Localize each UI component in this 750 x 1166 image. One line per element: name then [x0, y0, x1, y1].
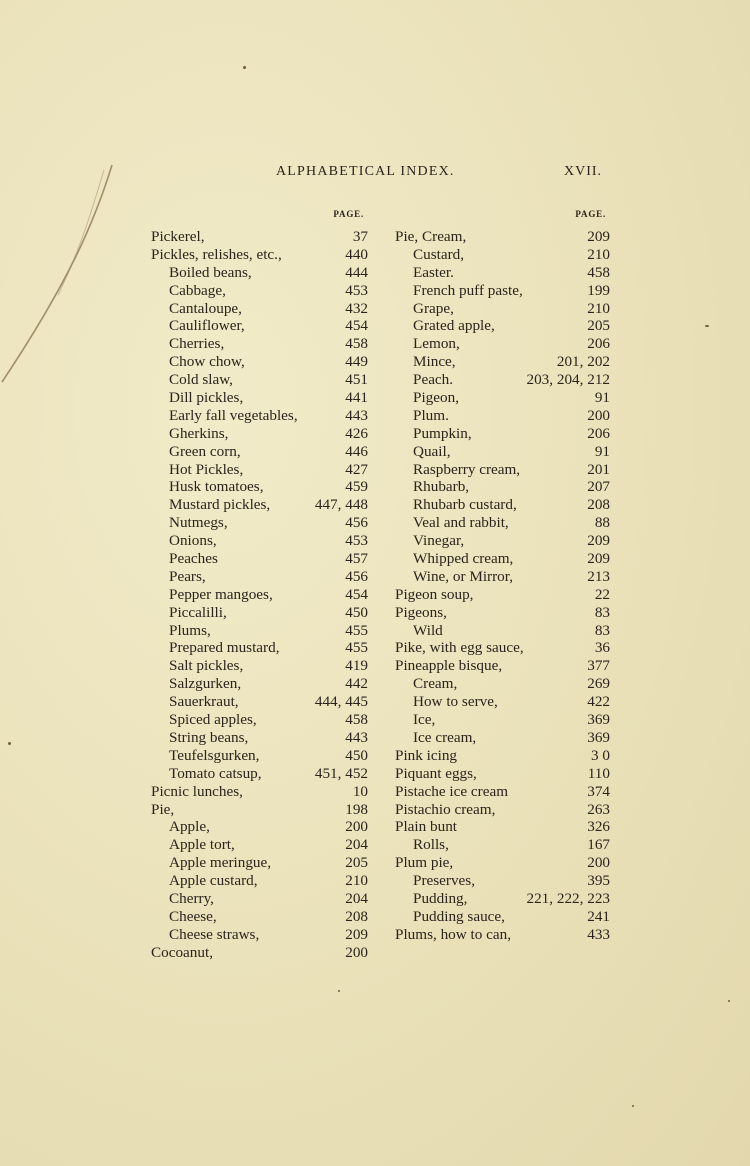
- index-entry: [151, 622, 368, 640]
- index-entry: [395, 872, 610, 890]
- index-entry: [395, 675, 610, 693]
- index-entry: [395, 335, 610, 353]
- page-title: ALPHABETICAL INDEX.: [276, 164, 455, 179]
- index-entry: [151, 729, 368, 747]
- entry-pages: 426: [345, 424, 368, 442]
- entry-label: Early fall vegetables,: [169, 406, 298, 424]
- entry-pages: 207: [587, 478, 610, 496]
- entry-pages: 88: [594, 514, 610, 532]
- entry-pages: 422: [587, 693, 610, 711]
- entry-pages: 441: [345, 389, 368, 407]
- index-entry: [395, 246, 610, 264]
- entry-label: Salt pickles,: [169, 657, 244, 675]
- entry-pages: 440: [345, 245, 368, 263]
- entry-pages: 91: [594, 442, 610, 460]
- entry-label: Easter.: [413, 263, 454, 281]
- index-entry: [395, 747, 610, 765]
- index-entry: [151, 604, 368, 622]
- entry-label: Cantaloupe,: [169, 299, 242, 317]
- entry-pages: 37: [352, 228, 368, 245]
- entry-pages: 444: [345, 263, 368, 281]
- entry-label: Grape,: [413, 299, 454, 317]
- entry-label: Pudding,: [413, 889, 468, 907]
- entry-label: Cheese,: [169, 907, 217, 925]
- entry-label: Tomato catsup,: [169, 764, 262, 782]
- entry-pages: 205: [345, 854, 368, 872]
- entry-pages: 419: [345, 657, 368, 675]
- entry-label: Whipped cream,: [413, 550, 514, 568]
- entry-label: Spiced apples,: [169, 711, 257, 729]
- entry-pages: 206: [587, 335, 610, 353]
- index-entry: [151, 801, 368, 819]
- entry-label: Ice cream,: [413, 728, 477, 746]
- entry-label: Plain bunt: [395, 818, 458, 836]
- entry-label: Pink icing: [395, 746, 458, 764]
- index-entry: [151, 496, 368, 514]
- entry-pages: 204: [345, 889, 368, 907]
- entry-label: Cherries,: [169, 335, 225, 353]
- entry-label: Pudding sauce,: [413, 907, 505, 925]
- entry-pages: 449: [345, 353, 368, 371]
- entry-pages: 36: [594, 639, 610, 657]
- entry-label: Cheese straws,: [169, 925, 260, 943]
- index-entry: [395, 317, 610, 335]
- entry-label: Plums,: [169, 621, 211, 639]
- entry-pages: 205: [587, 317, 610, 335]
- entry-pages: 377: [587, 657, 610, 675]
- entry-label: Pie, Cream,: [395, 228, 467, 245]
- index-entry: [151, 389, 368, 407]
- entry-label: Pigeons,: [395, 603, 447, 621]
- entry-label: Wine, or Mirror,: [413, 567, 514, 585]
- entry-pages: 433: [587, 925, 610, 943]
- entry-pages: 210: [587, 245, 610, 263]
- index-entry: [151, 335, 368, 353]
- entry-pages: 369: [587, 728, 610, 746]
- entry-label: How to serve,: [413, 693, 498, 711]
- index-entry: [395, 622, 610, 640]
- entry-label: Piquant eggs,: [395, 764, 477, 782]
- index-entry: [395, 264, 610, 282]
- entry-label: Pigeon,: [413, 389, 459, 407]
- page-numeral: XVII.: [564, 164, 603, 179]
- index-entry: [151, 300, 368, 318]
- entry-pages: 456: [345, 567, 368, 585]
- entry-pages: 453: [345, 532, 368, 550]
- index-column-right: [395, 209, 610, 944]
- entry-pages: 451: [345, 371, 368, 389]
- entry-label: Custard,: [413, 245, 465, 263]
- entry-label: Veal and rabbit,: [413, 514, 509, 532]
- entry-label: Cauliflower,: [169, 317, 245, 335]
- entry-label: Green corn,: [169, 442, 241, 460]
- entry-label: Teufelsgurken,: [169, 746, 260, 764]
- index-entry: [151, 872, 368, 890]
- entry-label: Sauerkraut,: [169, 693, 239, 711]
- entry-pages: 263: [587, 800, 610, 818]
- entry-pages: 455: [345, 621, 368, 639]
- page-column-label: PAGE.: [575, 209, 606, 219]
- entry-pages: 110: [587, 764, 610, 782]
- index-entry: [395, 657, 610, 675]
- entry-pages: 203, 204, 212: [526, 371, 610, 389]
- index-entry: [395, 693, 610, 711]
- entry-label: Rhubarb custard,: [413, 496, 517, 514]
- index-entry: [151, 514, 368, 532]
- index-entry: [395, 801, 610, 819]
- index-entry: [151, 693, 368, 711]
- entry-pages: 395: [587, 872, 610, 890]
- entry-label: Plum pie,: [395, 854, 454, 872]
- index-entry: [395, 765, 610, 783]
- index-entry: [151, 246, 368, 264]
- entry-label: Wild: [413, 621, 443, 639]
- entry-pages: 167: [587, 836, 610, 854]
- entry-label: Rhubarb,: [413, 478, 470, 496]
- index-entry: [151, 747, 368, 765]
- entry-label: Gherkins,: [169, 424, 229, 442]
- entry-label: Peaches: [169, 550, 218, 568]
- entry-pages: 458: [345, 335, 368, 353]
- index-entry: [151, 443, 368, 461]
- entry-pages: 83: [594, 621, 610, 639]
- entry-label: Dill pickles,: [169, 389, 244, 407]
- entry-pages: 22: [594, 585, 610, 603]
- entry-label: Ice,: [413, 711, 436, 729]
- entry-label: Cabbage,: [169, 281, 226, 299]
- index-entry: [151, 461, 368, 479]
- index-entry: [395, 586, 610, 604]
- index-entry: [151, 836, 368, 854]
- entry-pages: 443: [345, 406, 368, 424]
- entry-pages: 200: [345, 818, 368, 836]
- index-entry: [151, 944, 368, 962]
- entry-label: Boiled beans,: [169, 263, 252, 281]
- entry-label: Cherry,: [169, 889, 214, 907]
- index-entry: [151, 353, 368, 371]
- entry-label: Apple meringue,: [169, 854, 272, 872]
- index-entry: [395, 711, 610, 729]
- index-entry: [395, 550, 610, 568]
- entry-label: Cocoanut,: [151, 943, 214, 961]
- entry-label: Mustard pickles,: [169, 496, 271, 514]
- index-entry: [395, 461, 610, 479]
- index-entry: [395, 854, 610, 872]
- index-entry: [395, 568, 610, 586]
- entry-label: Pumpkin,: [413, 424, 472, 442]
- entry-pages: 427: [345, 460, 368, 478]
- entry-label: Onions,: [169, 532, 217, 550]
- entry-label: Prepared mustard,: [169, 639, 280, 657]
- entry-pages: 91: [594, 389, 610, 407]
- index-entry: [395, 926, 610, 944]
- entry-label: Pigeon soup,: [395, 585, 474, 603]
- index-entry: [395, 425, 610, 443]
- index-entry: [151, 818, 368, 836]
- entry-label: Hot Pickles,: [169, 460, 244, 478]
- index-entry: [395, 496, 610, 514]
- entry-label: Apple tort,: [169, 836, 235, 854]
- entry-pages: 446: [345, 442, 368, 460]
- entry-label: String beans,: [169, 728, 249, 746]
- index-entry: [151, 532, 368, 550]
- index-entry: [151, 568, 368, 586]
- index-entry: [395, 282, 610, 300]
- index-entry: [395, 514, 610, 532]
- index-entry: [151, 282, 368, 300]
- entry-label: Plum.: [413, 406, 449, 424]
- entry-label: Nutmegs,: [169, 514, 228, 532]
- entry-label: Mince,: [413, 353, 456, 371]
- entry-pages: 199: [587, 281, 610, 299]
- entry-pages: 447, 448: [314, 496, 368, 514]
- entry-pages: 206: [587, 424, 610, 442]
- index-entry: [151, 783, 368, 801]
- index-entry: [395, 228, 610, 246]
- index-entry: [151, 407, 368, 425]
- index-entry: [395, 729, 610, 747]
- entry-pages: 454: [345, 317, 368, 335]
- entry-pages: 457: [345, 550, 368, 568]
- entry-label: Peach.: [413, 371, 454, 389]
- page-crease-mark: [0, 160, 120, 390]
- entry-label: Lemon,: [413, 335, 460, 353]
- entry-pages: 369: [587, 711, 610, 729]
- entry-pages: 209: [587, 228, 610, 245]
- entry-pages: 454: [345, 585, 368, 603]
- index-entry: [395, 908, 610, 926]
- index-entry: [395, 639, 610, 657]
- entry-pages: 458: [587, 263, 610, 281]
- index-entry: [151, 371, 368, 389]
- entry-label: Pistachio cream,: [395, 800, 496, 818]
- entry-pages: 442: [345, 675, 368, 693]
- entry-label: Quail,: [413, 442, 451, 460]
- index-entry: [151, 425, 368, 443]
- entry-pages: 204: [345, 836, 368, 854]
- index-entry: [395, 353, 610, 371]
- entry-label: Apple custard,: [169, 872, 258, 890]
- entry-pages: 456: [345, 514, 368, 532]
- entry-label: Chow chow,: [169, 353, 245, 371]
- index-entry: [151, 317, 368, 335]
- entry-pages: 432: [345, 299, 368, 317]
- entry-pages: 3 0: [591, 746, 610, 764]
- index-entry: [151, 586, 368, 604]
- entry-label: Pineapple bisque,: [395, 657, 503, 675]
- index-entry: [395, 300, 610, 318]
- entry-pages: 450: [345, 746, 368, 764]
- index-entry: [395, 443, 610, 461]
- index-entry: [395, 836, 610, 854]
- entry-label: Vinegar,: [413, 532, 465, 550]
- entry-label: Salzgurken,: [169, 675, 242, 693]
- entry-pages: 201: [587, 460, 610, 478]
- entry-label: Grated apple,: [413, 317, 495, 335]
- entry-pages: 458: [345, 711, 368, 729]
- entry-pages: 269: [587, 675, 610, 693]
- entry-pages: 201, 202: [556, 353, 610, 371]
- entry-pages: 209: [587, 550, 610, 568]
- entry-pages: 451, 452: [314, 764, 368, 782]
- index-entry: [395, 532, 610, 550]
- index-entry: [151, 550, 368, 568]
- entry-label: Pears,: [169, 567, 206, 585]
- index-entry: [151, 639, 368, 657]
- entry-label: Apple,: [169, 818, 210, 836]
- entry-label: Raspberry cream,: [413, 460, 521, 478]
- entry-label: Picnic lunches,: [151, 782, 243, 800]
- index-entry: [395, 478, 610, 496]
- index-entry: [151, 854, 368, 872]
- entry-pages: 326: [587, 818, 610, 836]
- entry-label: Pickerel,: [151, 228, 205, 245]
- entry-pages: 208: [345, 907, 368, 925]
- entry-pages: 209: [587, 532, 610, 550]
- entry-pages: 83: [594, 603, 610, 621]
- entry-pages: 453: [345, 281, 368, 299]
- page-column-label: PAGE.: [333, 209, 364, 219]
- entry-pages: 200: [587, 406, 610, 424]
- entry-label: Preserves,: [413, 872, 475, 890]
- entry-pages: 213: [587, 567, 610, 585]
- entry-pages: 241: [587, 907, 610, 925]
- index-entry: [151, 711, 368, 729]
- entry-pages: 374: [587, 782, 610, 800]
- entry-pages: 455: [345, 639, 368, 657]
- index-entry: [395, 818, 610, 836]
- entry-pages: 450: [345, 603, 368, 621]
- entry-label: Husk tomatoes,: [169, 478, 264, 496]
- entry-pages: 208: [587, 496, 610, 514]
- entry-pages: 200: [345, 943, 368, 961]
- entry-pages: 10: [352, 782, 368, 800]
- entry-label: Pie,: [151, 800, 175, 818]
- index-entry: [151, 478, 368, 496]
- entry-pages: 200: [587, 854, 610, 872]
- entry-pages: 443: [345, 728, 368, 746]
- entry-label: Cold slaw,: [169, 371, 233, 389]
- entry-pages: 210: [587, 299, 610, 317]
- entry-label: Cream,: [413, 675, 458, 693]
- index-entry: [151, 657, 368, 675]
- index-entry: [151, 908, 368, 926]
- index-entry: [151, 264, 368, 282]
- index-entry: [395, 890, 610, 908]
- index-entry: [395, 389, 610, 407]
- index-entry: [151, 890, 368, 908]
- index-entry: [395, 407, 610, 425]
- entry-pages: 444, 445: [314, 693, 368, 711]
- entry-label: Pepper mangoes,: [169, 585, 273, 603]
- index-column-left: [151, 209, 368, 962]
- entry-label: Rolls,: [413, 836, 449, 854]
- entry-pages: 198: [345, 800, 368, 818]
- index-entry: [151, 765, 368, 783]
- entry-label: Pistache ice cream: [395, 782, 509, 800]
- entry-pages: 459: [345, 478, 368, 496]
- entry-pages: 209: [345, 925, 368, 943]
- entry-label: French puff paste,: [413, 281, 523, 299]
- running-header: [0, 164, 750, 186]
- index-entry: [395, 371, 610, 389]
- entry-label: Pickles, relishes, etc.,: [151, 245, 282, 263]
- entry-label: Pike, with egg sauce,: [395, 639, 524, 657]
- index-entry: [151, 228, 368, 246]
- entry-pages: 221, 222, 223: [526, 889, 610, 907]
- entry-pages: 210: [345, 872, 368, 890]
- index-entry: [151, 675, 368, 693]
- index-entry: [151, 926, 368, 944]
- index-entry: [395, 783, 610, 801]
- entry-label: Plums, how to can,: [395, 925, 512, 943]
- index-entry: [395, 604, 610, 622]
- entry-label: Piccalilli,: [169, 603, 227, 621]
